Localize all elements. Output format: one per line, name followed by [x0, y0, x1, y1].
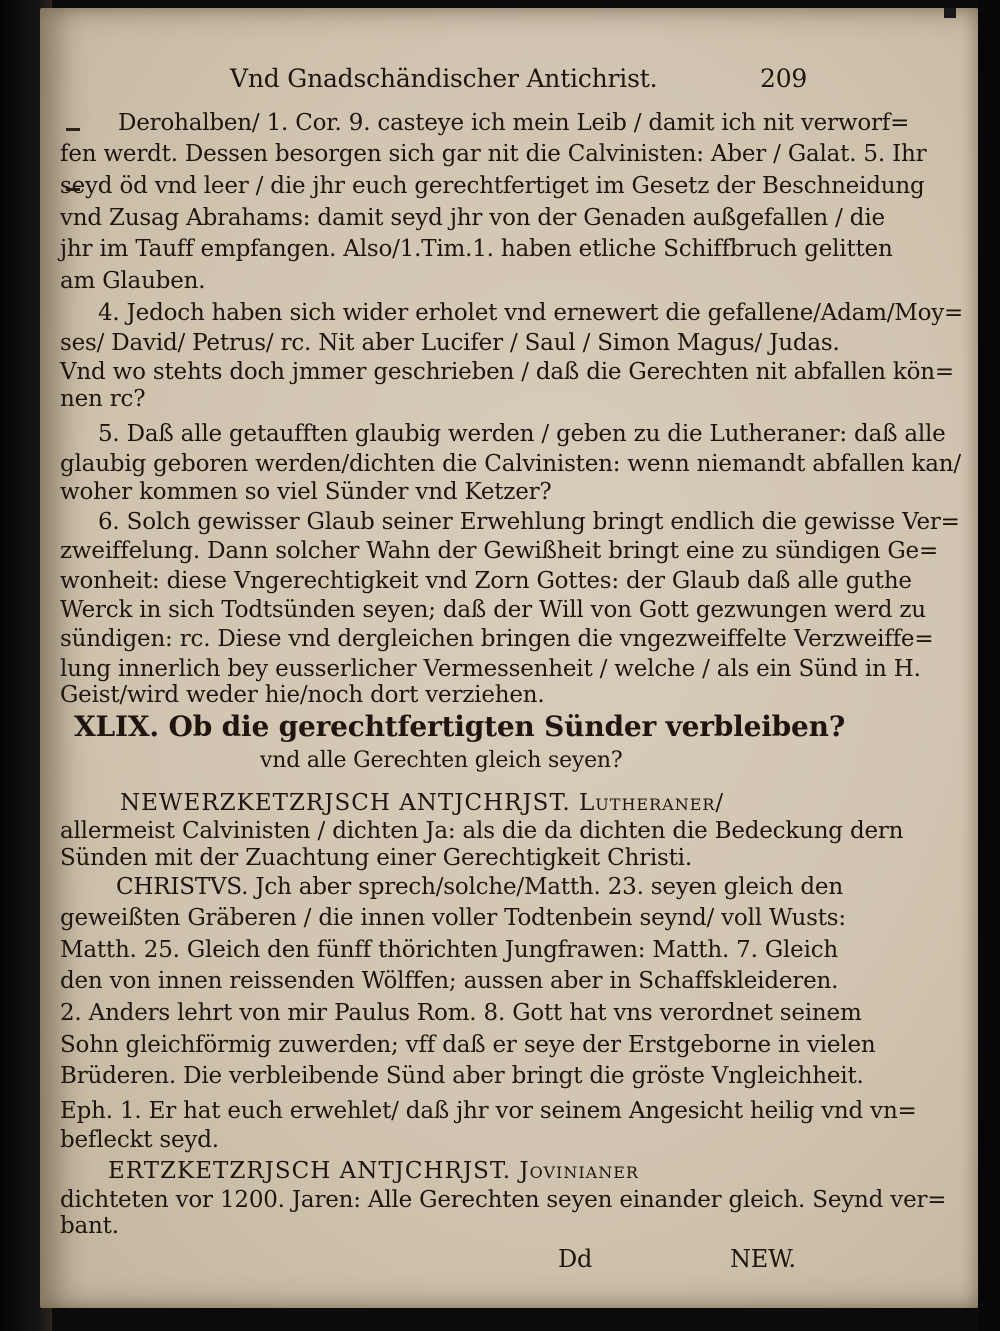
text-line: dichteten vor 1200. Jaren: Alle Gerechten seyen einander gleich. Seynd ver=	[60, 1187, 947, 1213]
text-line: nen rc?	[60, 386, 146, 412]
section-subheading: vnd alle Gerechten gleich seyen?	[260, 748, 623, 773]
text-line: Sünden mit der Zuachtung einer Gerechtigkeit Christi.	[60, 845, 692, 871]
text-line: Werck in sich Todtsünden seyen; daß der Will von Gott gezwungen werd zu	[60, 597, 926, 623]
text-line: befleckt seyd.	[60, 1127, 219, 1153]
text-line: 2. Anders lehrt von mir Paulus Rom. 8. Gott hat vns verordnet seinem	[60, 1000, 862, 1026]
text-line: 6. Solch gewisser Glaub seiner Erwehlung bringt endlich die gewisse Ver=	[98, 509, 960, 535]
text-line: seyd öd vnd leer / die jhr euch gerechtfertiget im Gesetz der Beschneidung	[60, 173, 925, 199]
text-line: Vnd wo stehts doch jmmer geschrieben / daß die Gerechten nit abfallen kön=	[60, 359, 954, 385]
text-line: am Glauben.	[60, 268, 206, 294]
text-line: ERTZKETZRJSCH ANTJCHRJST. Jovinianer	[108, 1158, 639, 1184]
text-line: ses/ David/ Petrus/ rc. Nit aber Lucifer / Saul / Simon Magus/ Judas.	[60, 330, 840, 356]
text-line: Derohalben/ 1. Cor. 9. casteye ich mein Leib / damit ich nit verworf=	[118, 110, 910, 136]
book-page	[40, 8, 978, 1308]
text-line: Brüderen. Die verbleibende Sünd aber bringt die gröste Vngleichheit.	[60, 1063, 864, 1089]
text-line: glaubig geboren werden/dichten die Calvinisten: wenn niemandt abfallen kan/	[60, 451, 961, 477]
text-line: allermeist Calvinisten / dichten Ja: als die da dichten die Bedeckung dern	[60, 818, 904, 844]
text-line: sündigen: rc. Diese vnd dergleichen bringen die vngezweiffelte Verzweiffe=	[60, 626, 934, 652]
text-line: CHRISTVS. Jch aber sprech/solche/Matth. 23. seyen gleich den	[116, 874, 843, 900]
text-line: woher kommen so viel Sünder vnd Ketzer?	[60, 479, 552, 505]
section-heading: XLIX. Ob die gerechtfertigten Sünder verbleiben?	[74, 710, 846, 743]
page-number: 209	[760, 64, 808, 93]
text-line: den von innen reissenden Wölffen; aussen aber in Schaffskleideren.	[60, 968, 839, 994]
text-line: jhr im Tauff empfangen. Also/1.Tim.1. haben etliche Schiffbruch gelitten	[60, 236, 893, 262]
text-line: Matth. 25. Gleich den fünff thörichten Jungfrawen: Matth. 7. Gleich	[60, 937, 839, 963]
text-line: 5. Daß alle getaufften glaubig werden / geben zu die Lutheraner: daß alle	[98, 421, 946, 447]
text-line: NEWERZKETZRJSCH ANTJCHRJST. Lutheraner/	[120, 790, 725, 816]
binding-mark	[66, 128, 80, 131]
text-line: fen werdt. Dessen besorgen sich gar nit die Calvinisten: Aber / Galat. 5. Ihr	[60, 141, 927, 167]
text-line: geweißten Gräberen / die innen voller Todtenbein seynd/ voll Wusts:	[60, 905, 846, 931]
text-line: zweiffelung. Dann solcher Wahn der Gewißheit bringt eine zu sündigen Ge=	[60, 538, 939, 564]
page-corner-mark	[944, 8, 956, 18]
scan-background-right	[978, 0, 1000, 1331]
text-line: 4. Jedoch haben sich wider erholet vnd ernewert die gefallene/Adam/Moy=	[98, 300, 964, 326]
text-line: wonheit: diese Vngerechtigkeit vnd Zorn Gottes: der Glaub daß alle guthe	[60, 568, 912, 594]
signature-mark: Dd	[558, 1245, 593, 1273]
catchword: NEW.	[730, 1245, 796, 1273]
running-head: Vnd Gnadschändischer Antichrist.	[230, 64, 658, 93]
text-line: Sohn gleichförmig zuwerden; vff daß er seye der Erstgeborne in vielen	[60, 1032, 876, 1058]
text-line: Eph. 1. Er hat euch erwehlet/ daß jhr vor seinem Angesicht heilig vnd vn=	[60, 1098, 917, 1124]
text-line: bant.	[60, 1213, 119, 1239]
text-line: lung innerlich bey eusserlicher Vermessenheit / welche / als ein Sünd in H.	[60, 656, 921, 682]
text-line: Geist/wird weder hie/noch dort verziehen.	[60, 682, 545, 708]
text-line: vnd Zusag Abrahams: damit seyd jhr von der Genaden außgefallen / die	[60, 205, 885, 231]
